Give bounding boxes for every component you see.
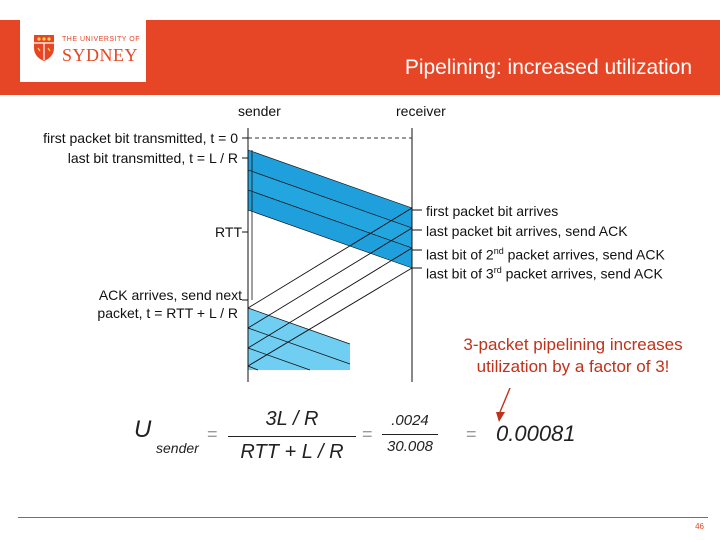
first-arrives-label: first packet bit arrives xyxy=(426,203,559,219)
fraction-bar-1 xyxy=(228,436,356,437)
university-name-small: THE UNIVERSITY OF xyxy=(62,36,140,43)
send-next-label: packet, t = RTT + L / R xyxy=(97,305,238,321)
page-number: 46 xyxy=(695,522,704,531)
equals-sign-2: = xyxy=(362,424,373,444)
university-name: SYDNEY xyxy=(62,45,139,65)
last-arrives-label: last packet bit arrives, send ACK xyxy=(426,223,628,239)
note-line-1: 3-packet pipelining increases xyxy=(463,335,683,354)
slide-title: Pipelining: increased utilization xyxy=(404,56,692,79)
note-line-2: utilization by a factor of 3! xyxy=(476,357,670,376)
third-packet-label: last bit of 3rd packet arrives, send ACK xyxy=(426,265,663,282)
second-packet-label: last bit of 2nd packet arrives, send ACK xyxy=(426,246,665,263)
sender-label: sender xyxy=(238,103,281,119)
rtt-label: RTT xyxy=(215,224,242,240)
fraction-bar-2 xyxy=(382,434,438,435)
equals-sign-3: = xyxy=(466,424,477,444)
first-transmitted-label: first packet bit transmitted, t = 0 xyxy=(43,130,238,146)
formula-denominator-value: 30.008 xyxy=(387,438,433,455)
last-transmitted-label: last bit transmitted, t = L / R xyxy=(67,150,238,166)
formula-result: 0.00081 xyxy=(496,421,576,446)
formula-numerator-value: .0024 xyxy=(391,412,429,429)
equals-sign-1: = xyxy=(207,424,218,444)
utilization-subscript: sender xyxy=(156,440,199,456)
receiver-label: receiver xyxy=(396,103,446,119)
ack-arrives-label: ACK arrives, send next xyxy=(98,287,242,303)
packet-bands xyxy=(248,150,412,268)
footer-divider xyxy=(18,517,708,518)
utilization-symbol: U xyxy=(134,416,152,443)
formula-numerator: 3L / R xyxy=(265,408,319,430)
arrow-icon xyxy=(496,388,510,422)
formula-denominator: RTT + L / R xyxy=(240,441,344,463)
